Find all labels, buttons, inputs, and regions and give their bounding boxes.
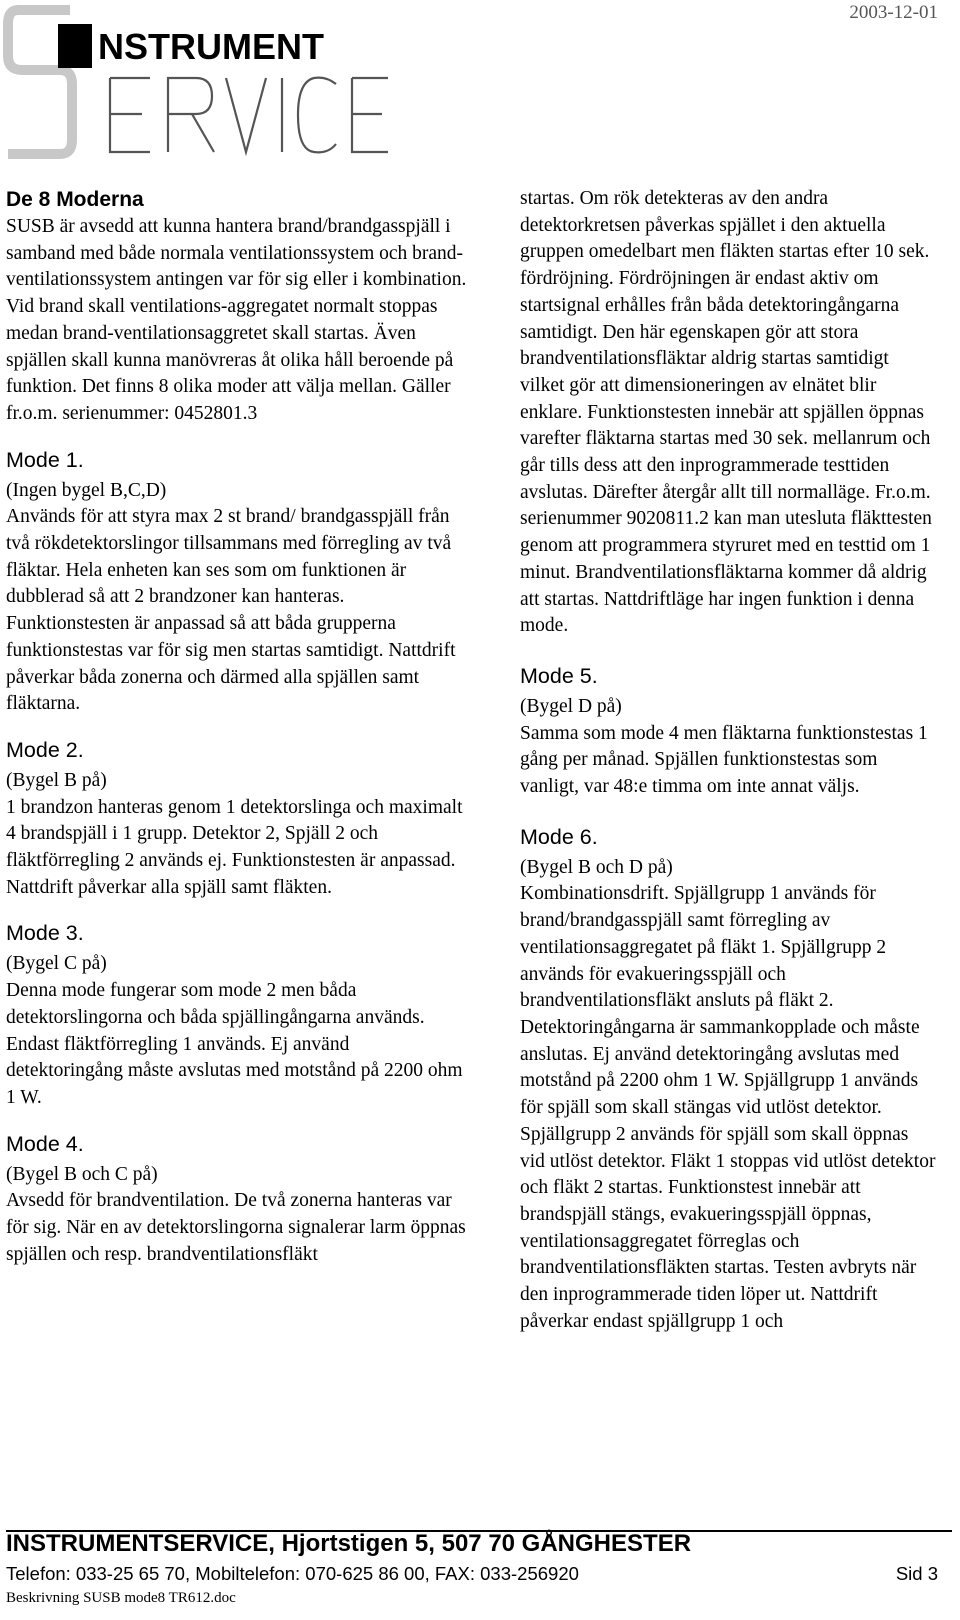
page-number: Sid 3 bbox=[895, 1563, 938, 1584]
mode4-jumper: (Bygel B och C på) bbox=[6, 1163, 158, 1185]
mode1-jumper: (Ingen bygel B,C,D) bbox=[6, 479, 167, 501]
intro-heading: De 8 Moderna bbox=[6, 188, 144, 211]
mode1-text: Används för att styra max 2 st brand/ brandgasspjäll från två rökdetektorslingor tillsammans med förregling av två fläktar. Hela enheten kan ses som om funktionen är dubblerad så att 2 brandzoner kan hanteras. Funktionstesten är anpassad så att båda grupperna funktionstestas var för sig men startas samtidigt. Nattdrift påverkar båda zonerna och därmed alla spjällen samt fläktarna. bbox=[6, 506, 456, 715]
mode5-heading: Mode 5. bbox=[520, 663, 598, 688]
mode5-text: Samma som mode 4 men fläktarna funktionstestas 1 gång per månad. Spjällen funktionstestas som vanligt, var 48:e timma om inte annat väljs. bbox=[520, 722, 928, 798]
footer-filename: Beskrivning SUSB mode8 TR612.doc bbox=[6, 1590, 236, 1606]
mode6-heading: Mode 6. bbox=[520, 824, 598, 849]
mode5-jumper: (Bygel D på) bbox=[520, 695, 622, 717]
footer-company: INSTRUMENTSERVICE, Hjortstigen 5, 507 70 GÅNGHESTER bbox=[6, 1530, 692, 1557]
mode3-heading: Mode 3. bbox=[6, 921, 84, 946]
mode4-text: Avsedd för brandventilation. De två zonerna hanteras var för sig. När en av detektorslingorna signalerar larm öppnas spjällen och resp. brandventilationsfläkt bbox=[6, 1190, 466, 1265]
mode6-jumper: (Bygel B och D på) bbox=[520, 856, 673, 878]
footer-contact: Telefon: 033-25 65 70, Mobiltelefon: 070-625 86 00, FAX: 033-256920 bbox=[6, 1563, 579, 1584]
mode3-text: Denna mode fungerar som mode 2 men båda detektorslingorna och båda spjällingångarna används. Endast fläktförregling 1 används. Ej använd detektoringång måste avslutas med motstånd på 2200 ohm 1 W. bbox=[6, 980, 463, 1108]
right-column bbox=[520, 186, 936, 1335]
company-logo bbox=[0, 0, 400, 165]
mode4-heading: Mode 4. bbox=[6, 1131, 84, 1156]
intro-text: SUSB är avsedd att kunna hantera brand/brandgasspjäll i samband med både normala ventilationssystem och brand-ventilationssystem antingen var för sig eller i kombination. Vid brand skall ventilations-aggregatet normalt stoppas medan brand-ventilationsaggretet skall startas. Även spjällen skall kunna manövreras åt olika håll beroende på funktion. Det finns 8 olika moder att välja mellan. Gäller fr.o.m. serienummer: 0452801.3 bbox=[6, 216, 467, 424]
left-column bbox=[6, 186, 468, 1269]
mode6-text: Kombinationsdrift. Spjällgrupp 1 används för brand/brandgasspjäll samt förregling av ventilationsaggregatet på fläkt 1. Spjällgrupp 2 används för evakueringsspjäll och brandventilationsfläkt ansluts på fläkt 2. Detektoringångarna är sammankopplade och måste anslutas. Ej använd detektoringång avslutas med motstånd på 2200 ohm 1 W. Spjällgrupp 1 används för spjäll som skall stängas vid utlöst detektor. Spjällgrupp 2 används för spjäll som skall öppnas vid utlöst detektor. Fläkt 1 stoppas vid utlöst detektor och fläkt 2 startas. Funktionstest innebär att brandspjäll stängs, evakueringsspjäll öppnas, ventilationsaggregatet förreglas och brandventilationsfläkten startas. Testen avbryts när den inprogrammerade tiden löper ut. Nattdrift påverkar endast spjällgrupp 1 och bbox=[520, 883, 936, 1332]
mode2-heading: Mode 2. bbox=[6, 737, 84, 762]
logo-graphic bbox=[0, 0, 400, 165]
mode2-text: 1 brandzon hanteras genom 1 detektorslinga och maximalt 4 brandspjäll i 1 grupp. Detektor 2, Spjäll 2 och fläktförregling 2 används ej. Funktionstesten är anpassad. Nattdrift påverkar alla spjäll samt fläkten. bbox=[6, 796, 463, 898]
document-date: 2003-12-01 bbox=[849, 2, 938, 23]
mode2-jumper: (Bygel B på) bbox=[6, 769, 107, 791]
mode4-continued-text: startas. Om rök detekteras av den andra detektorkretsen påverkas spjället i den aktuella gruppen omedelbart men fläkten startas efter 10 sek. fördröjning. Fördröjningen är endast aktiv om startsignal erhålles från båda detektoringångarna samtidigt. Den här egenskapen gör att stora brandventilationsfläktar aldrig startas samtidigt vilket gör att dimensioneringen av elnätet blir enklare. Funktionstesten innebär att spjällen öppnas varefter fläktarna startas med 30 sek. mellanrum och går tills dess att den inprogrammerade testtiden avslutas. Därefter återgår allt till normalläge. Fr.o.m. serienummer 9020811.2 kan man utesluta fläkttesten genom att programmera styruret med en testtid om 1 minut. Brandventilationsfläktarna kommer då aldrig att startas. Nattdriftläge har ingen funktion i denna mode. bbox=[520, 188, 932, 637]
mode3-jumper: (Bygel C på) bbox=[6, 953, 107, 975]
mode1-heading: Mode 1. bbox=[6, 447, 84, 472]
logo-wordmark: NSTRUMENT bbox=[98, 26, 324, 67]
